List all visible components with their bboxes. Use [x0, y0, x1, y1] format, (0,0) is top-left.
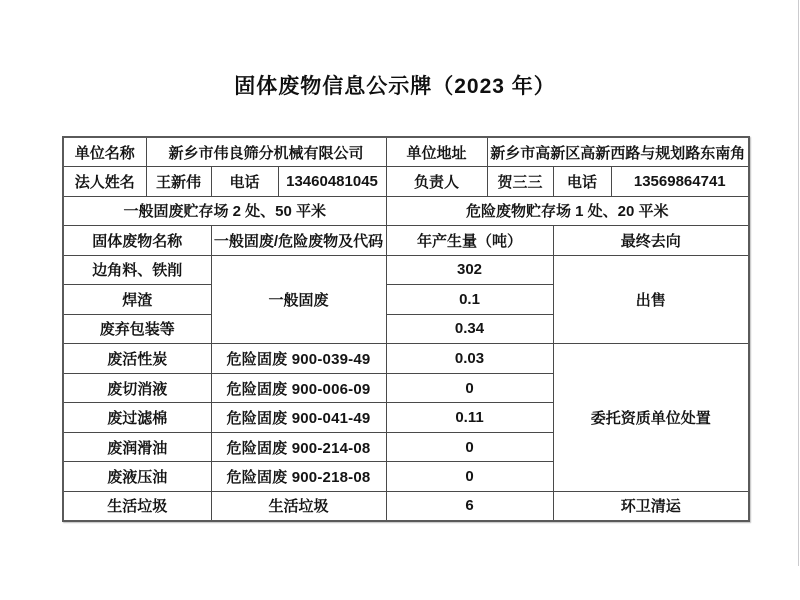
waste-amount-cell: 0.1	[386, 285, 553, 315]
waste-amount-cell: 0.11	[386, 403, 553, 433]
unit-address-label-cell: 单位地址	[386, 137, 487, 167]
manager-label-cell: 负责人	[386, 167, 487, 197]
waste-type-cell: 危险固废 900-218-08	[211, 462, 386, 492]
header-type-code-cell: 一般固废/危险废物及代码	[211, 226, 386, 256]
legal-name-value-cell: 王新伟	[146, 167, 211, 197]
waste-amount-cell: 0	[386, 462, 553, 492]
waste-name-cell: 生活垃圾	[63, 491, 211, 521]
unit-name-value-cell: 新乡市伟良筛分机械有限公司	[146, 137, 386, 167]
waste-name-cell: 废润滑油	[63, 432, 211, 462]
table-row-storage	[63, 196, 749, 226]
waste-type-cell: 危险固废 900-214-08	[211, 432, 386, 462]
waste-name-cell: 废弃包装等	[63, 314, 211, 344]
table-header-row	[63, 226, 749, 256]
unit-name-label-cell: 单位名称	[63, 137, 146, 167]
waste-name-cell: 边角料、铁削	[63, 255, 211, 285]
waste-type-cell: 危险固废 900-039-49	[211, 344, 386, 374]
waste-type-cell: 生活垃圾	[211, 491, 386, 521]
waste-name-cell: 废活性炭	[63, 344, 211, 374]
waste-amount-cell: 6	[386, 491, 553, 521]
table-row-waste	[63, 344, 749, 374]
waste-name-cell: 废过滤棉	[63, 403, 211, 433]
waste-name-cell: 废切消液	[63, 373, 211, 403]
legal-name-label-cell: 法人姓名	[63, 167, 146, 197]
general-storage-cell: 一般固废贮存场 2 处、50 平米	[63, 196, 386, 226]
waste-amount-cell: 0.03	[386, 344, 553, 374]
phone1-label-cell: 电话	[211, 167, 278, 197]
waste-amount-cell: 0	[386, 373, 553, 403]
solid-waste-notice-table	[62, 136, 750, 522]
waste-amount-cell: 0	[386, 432, 553, 462]
waste-type-cell: 危险固废 900-041-49	[211, 403, 386, 433]
header-destination-cell: 最终去向	[553, 226, 749, 256]
waste-type-cell: 一般固废	[211, 255, 386, 344]
hazard-storage-cell: 危险废物贮存场 1 处、20 平米	[386, 196, 749, 226]
unit-address-value-cell: 新乡市高新区高新西路与规划路东南角	[487, 137, 749, 167]
header-annual-amount-cell: 年产生量（吨）	[386, 226, 553, 256]
phone2-value-cell: 13569864741	[611, 167, 749, 197]
table-row-contacts	[63, 167, 749, 197]
viewer-right-edge-line	[798, 0, 799, 566]
waste-name-cell: 废液压油	[63, 462, 211, 492]
waste-destination-cell: 出售	[553, 255, 749, 344]
waste-name-cell: 焊渣	[63, 285, 211, 315]
phone2-label-cell: 电话	[553, 167, 611, 197]
manager-value-cell: 贺三三	[487, 167, 553, 197]
table-row-unit	[63, 137, 749, 167]
waste-amount-cell: 302	[386, 255, 553, 285]
waste-amount-cell: 0.34	[386, 314, 553, 344]
waste-type-cell: 危险固废 900-006-09	[211, 373, 386, 403]
phone1-value-cell: 13460481045	[278, 167, 386, 197]
waste-destination-cell: 委托资质单位处置	[553, 344, 749, 492]
table-row-waste	[63, 491, 749, 521]
header-waste-name-cell: 固体废物名称	[63, 226, 211, 256]
page-title: 固体废物信息公示牌（2023 年）	[234, 75, 556, 98]
table-row-waste	[63, 255, 749, 285]
waste-destination-cell: 环卫清运	[553, 491, 749, 521]
